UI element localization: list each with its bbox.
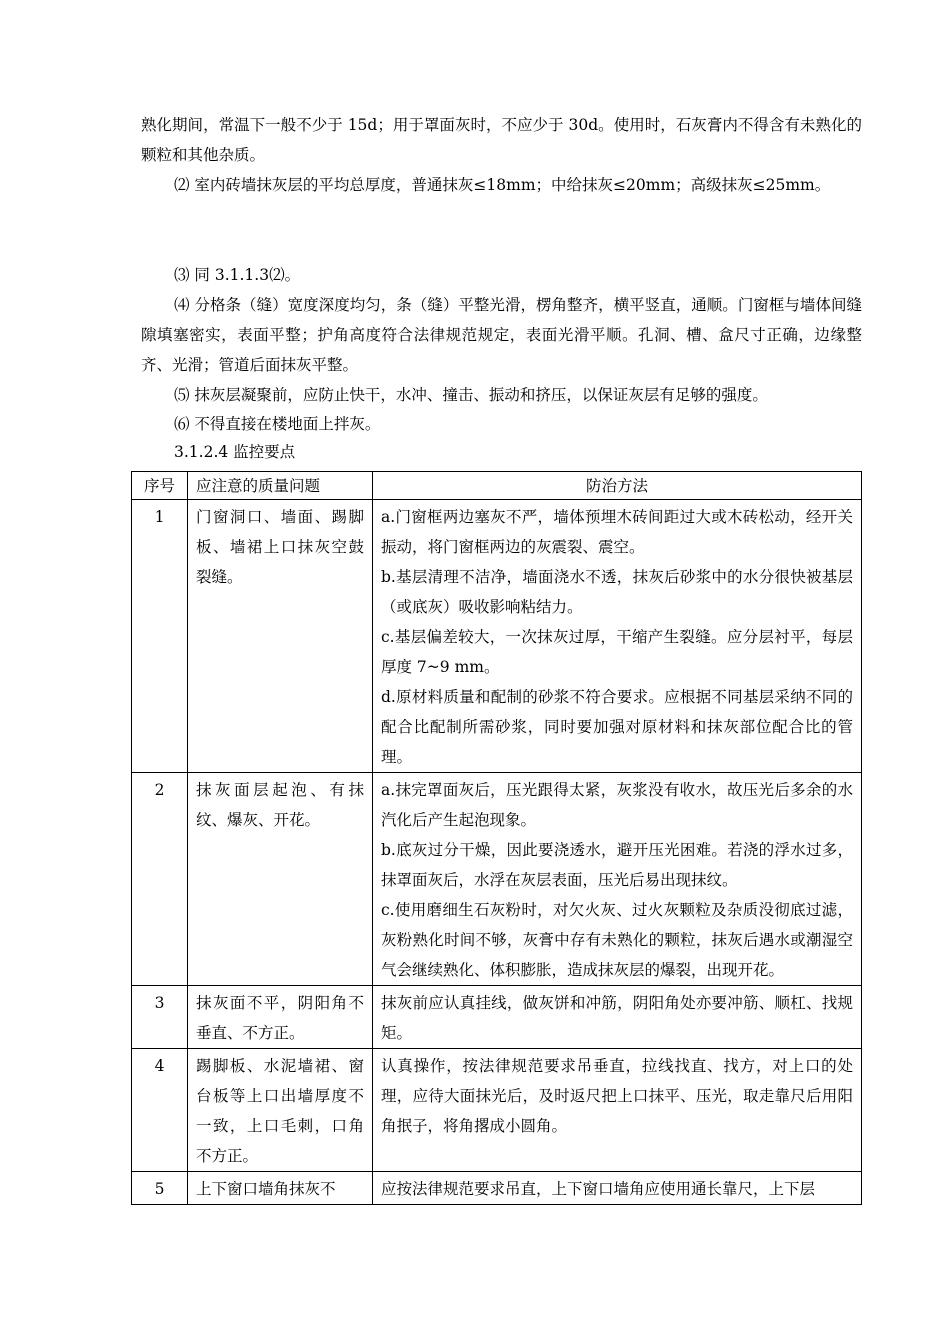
header-method: 防治方法: [373, 472, 862, 500]
row-seq: 2: [132, 773, 188, 986]
table-row: [132, 1172, 862, 1205]
method-item: b.基层清理不洁净，墙面浇水不透，抹灰后砂浆中的水分很快被基层（或底灰）吸收影响粘结力。: [381, 568, 853, 616]
paragraph-item-3: ⑶ 同 3.1.1.3⑵。: [174, 266, 301, 284]
method-item: 应按法律规范要求吊直，上下窗口墙角应使用通长靠尺，上下层: [381, 1180, 816, 1198]
row-seq: 4: [132, 1049, 188, 1172]
row-methods: [373, 773, 862, 986]
method-item: 抹灰前应认真挂线，做灰饼和冲筋，阴阳角处亦要冲筋、顺杠、找规矩。: [381, 994, 853, 1042]
header-seq: 序号: [132, 472, 188, 500]
table-row: [132, 986, 862, 1049]
row-methods: [373, 1049, 862, 1172]
table-row: [132, 500, 862, 773]
row-methods: [373, 1172, 862, 1205]
row-issue: 抹灰面不平，阴阳角不垂直、不方正。: [188, 986, 373, 1049]
row-seq: 5: [132, 1172, 188, 1205]
row-issue: 上下窗口墙角抹灰不: [188, 1172, 373, 1205]
quality-control-table: [131, 471, 862, 1205]
table-row: [132, 1049, 862, 1172]
method-item: b.底灰过分干燥，因此要浇透水，避开压光困难。若浇的浮水过多，抹罩面灰后，水浮在灰层表面，压光后易出现抹纹。: [381, 841, 853, 889]
method-item: c.使用磨细生石灰粉时，对欠火灰、过火灰颗粒及杂质没彻底过滤，灰粉熟化时间不够，灰膏中存有未熟化的颗粒，抹灰后遇水或潮湿空气会继续熟化、体积膨胀，造成抹灰层的爆裂，出现开花。: [381, 901, 853, 979]
section-heading: 3.1.2.4 监控要点: [174, 443, 296, 461]
row-issue: 踢脚板、水泥墙裙、窗台板等上口出墙厚度不一致，上口毛刺，口角不方正。: [188, 1049, 373, 1172]
row-seq: 3: [132, 986, 188, 1049]
paragraph-item-4: ⑷ 分格条（缝）宽度深度均匀，条（缝）平整光滑，楞角整齐，横平竖直，通顺。门窗框与墙体间缝隙填塞密实，表面平整；护角高度符合法律规范规定，表面光滑平顺。孔洞、槽、盒尺寸正确，边缘整齐、光滑；管道后面抹灰平整。: [141, 296, 862, 374]
paragraph-plaster-thickness: ⑵ 室内砖墙抹灰层的平均总厚度，普通抹灰≤18mm；中给抹灰≤20mm；高级抹灰≤25mm。: [174, 176, 831, 194]
row-issue: 抹灰面层起泡、有抹纹、爆灰、开花。: [188, 773, 373, 986]
method-item: c.基层偏差较大，一次抹灰过厚，干缩产生裂缝。应分层衬平，每层厚度 7~9 mm。: [381, 628, 853, 676]
method-item: a.抹完罩面灰后，压光跟得太紧，灰浆没有收水，故压光后多余的水汽化后产生起泡现象。: [381, 781, 853, 829]
row-issue: 门窗洞口、墙面、踢脚板、墙裙上口抹灰空鼓裂缝。: [188, 500, 373, 773]
method-item: d.原材料质量和配制的砂浆不符合要求。应根据不同基层采纳不同的配合比配制所需砂浆，同时要加强对原材料和抹灰部位配合比的管理。: [381, 688, 853, 766]
paragraph-lime-curing: 熟化期间，常温下一般不少于 15d；用于罩面灰时，不应少于 30d。使用时，石灰膏内不得含有未熟化的颗粒和其他杂质。: [141, 116, 862, 164]
header-issue: 应注意的质量问题: [188, 472, 373, 500]
paragraph-item-5: ⑸ 抹灰层凝聚前，应防止快干，水冲、撞击、振动和挤压，以保证灰层有足够的强度。: [174, 386, 768, 404]
table-row: [132, 773, 862, 986]
method-item: 认真操作，按法律规范要求吊垂直，拉线找直、找方，对上口的处理，应待大面抹光后，及时返尺把上口抹平、压光，取走靠尺后用阳角抿子，将角撂成小圆角。: [381, 1057, 853, 1135]
paragraph-item-6: ⑹ 不得直接在楼地面上拌灰。: [174, 415, 381, 433]
row-methods: [373, 986, 862, 1049]
table-header-row: [132, 472, 862, 500]
row-seq: 1: [132, 500, 188, 773]
method-item: a.门窗框两边塞灰不严，墙体预埋木砖间距过大或木砖松动，经开关振动，将门窗框两边的灰震裂、震空。: [381, 508, 853, 556]
row-methods: [373, 500, 862, 773]
